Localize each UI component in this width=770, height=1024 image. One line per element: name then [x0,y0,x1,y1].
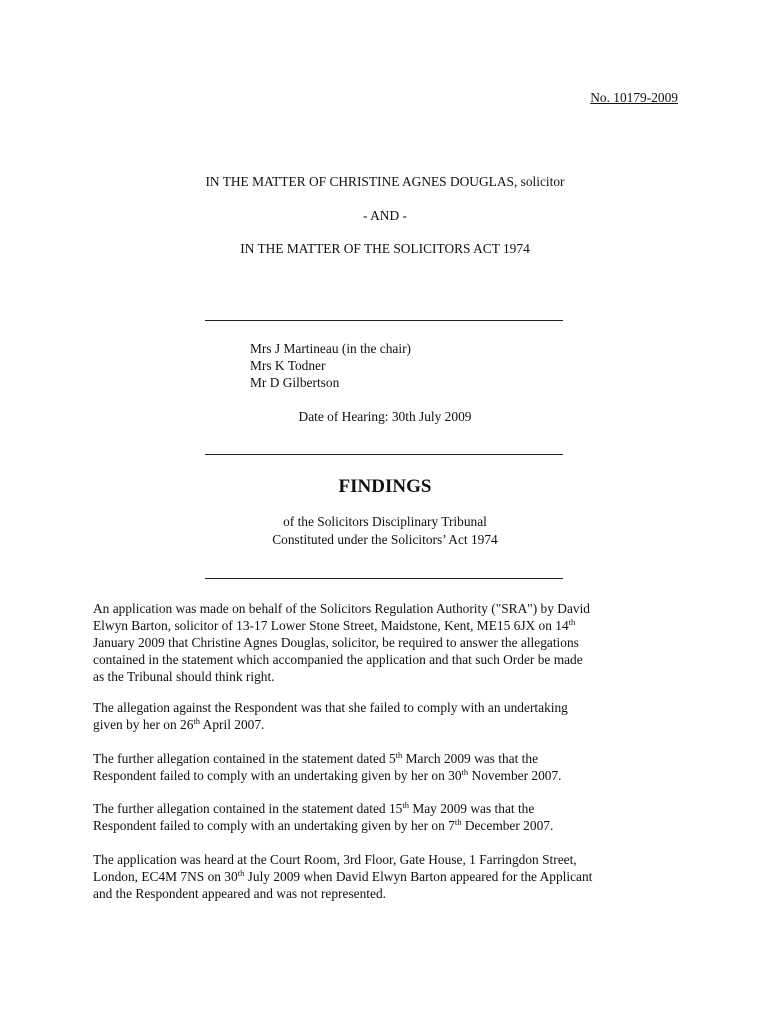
divider-rule [205,454,563,455]
text-line: Respondent failed to comply with an undertaking given by her on 30th November 2007. [93,767,562,783]
findings-subtitle-2: Constituted under the Solicitors’ Act 1974 [272,532,498,547]
text-line: contained in the statement which accompanied the application and that such Order be made [93,652,583,667]
tribunal-panel [250,340,411,391]
case-number: No. 10179-2009 [590,90,678,105]
matter-heading-1: IN THE MATTER OF CHRISTINE AGNES DOUGLAS, solicitor [205,174,565,189]
text-line: given by her on 26th April 2007. [93,716,265,732]
paragraph-allegation [93,699,683,733]
text-line: London, EC4M 7NS on 30th July 2009 when David Elwyn Barton appeared for the Applicant [93,868,593,884]
findings-title: FINDINGS [338,476,432,497]
divider-rule [205,320,563,321]
findings-subtitle-1: of the Solicitors Disciplinary Tribunal [283,514,487,529]
text-line: The application was heard at the Court Room, 3rd Floor, Gate House, 1 Farringdon Street, [93,852,577,867]
paragraph-further-allegation-1 [93,750,683,784]
text-line: Elwyn Barton, solicitor of 13-17 Lower Stone Street, Maidstone, Kent, ME15 6JX on 14th [93,617,576,633]
text-line: The further allegation contained in the statement dated 5th March 2009 was that the [93,750,539,766]
matter-heading-2: IN THE MATTER OF THE SOLICITORS ACT 1974 [240,241,530,256]
and-separator: - AND - [363,208,407,223]
text-line: The further allegation contained in the statement dated 15th May 2009 was that the [93,800,535,816]
divider-rule [205,578,563,579]
text-line: as the Tribunal should think right. [93,669,275,684]
paragraph-further-allegation-2 [93,800,683,834]
panel-member: Mr D Gilbertson [250,375,340,390]
text-line: An application was made on behalf of the Solicitors Regulation Authority ("SRA") by David [93,601,591,616]
paragraph-application [93,600,683,685]
panel-member: Mrs K Todner [250,358,326,373]
panel-member: Mrs J Martineau (in the chair) [250,341,412,356]
text-line: Respondent failed to comply with an undertaking given by her on 7th December 2007. [93,817,554,833]
paragraph-hearing [93,851,683,902]
text-line: January 2009 that Christine Agnes Douglas, solicitor, be required to answer the allegations [93,635,579,650]
text-line: The allegation against the Respondent was that she failed to comply with an undertaking [93,700,568,715]
hearing-date: Date of Hearing: 30th July 2009 [298,409,472,424]
text-line: and the Respondent appeared and was not represented. [93,886,386,901]
